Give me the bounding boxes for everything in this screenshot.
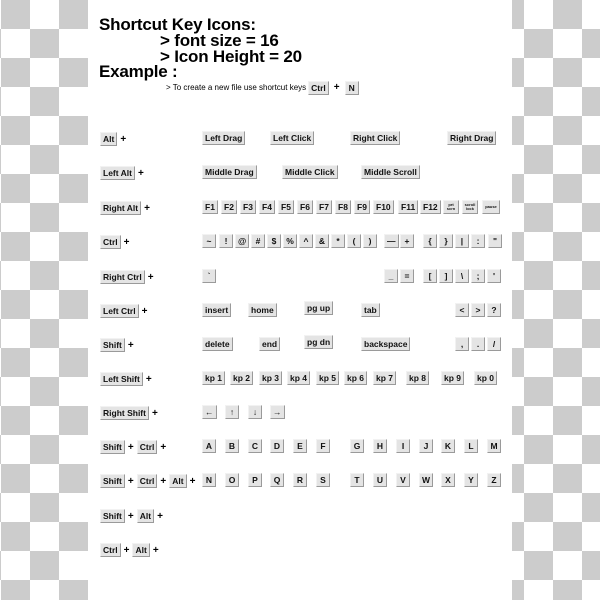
- key-prt-scrn: prt scrn: [443, 200, 459, 214]
- key-f9: F9: [354, 200, 370, 214]
- key-period: .: [471, 337, 485, 351]
- key-ctrl: Ctrl: [137, 440, 158, 454]
- key-shift: Shift: [100, 474, 125, 488]
- key-at: @: [235, 234, 249, 248]
- plus-sign: +: [152, 544, 159, 556]
- key-hash: #: [251, 234, 265, 248]
- key-kp-2: kp 2: [230, 371, 253, 385]
- key-z: Z: [487, 473, 501, 487]
- modifier-group: [100, 405, 161, 421]
- key-f8: F8: [335, 200, 351, 214]
- key-ctrl: Ctrl: [100, 543, 121, 557]
- key-tab: tab: [361, 303, 380, 317]
- key-less-than: <: [455, 303, 469, 317]
- plus-sign: +: [157, 510, 163, 522]
- key-greater-than: >: [471, 303, 485, 317]
- key-s: S: [316, 473, 330, 487]
- spec-font-size: > font size = 16: [160, 31, 279, 50]
- key-shift: Shift: [100, 440, 125, 454]
- key-left-click: Left Click: [270, 131, 314, 145]
- key-f5: F5: [278, 200, 294, 214]
- key-b: B: [225, 439, 239, 453]
- key-question: ?: [487, 303, 501, 317]
- key-left-bracket: [: [423, 269, 437, 283]
- plus-sign: +: [137, 167, 144, 179]
- key-alt: Alt: [169, 474, 186, 488]
- key-right-alt: Right Alt: [100, 201, 141, 215]
- key-right-brace: }: [439, 234, 453, 248]
- key-d: D: [270, 439, 284, 453]
- key-backslash: \: [455, 269, 469, 283]
- key-left-brace: {: [423, 234, 437, 248]
- key-v: V: [396, 473, 410, 487]
- key-f11: F11: [398, 200, 418, 214]
- key-backspace: backspace: [361, 337, 410, 351]
- shortcut-row-right-shift: [0, 405, 600, 425]
- plus-sign: +: [151, 407, 158, 419]
- modifier-group: [100, 473, 198, 489]
- key-delete: delete: [202, 337, 233, 351]
- modifier-group: [100, 542, 162, 558]
- shortcut-row-ctrl-alt: [0, 542, 600, 562]
- plus-sign: +: [127, 475, 134, 487]
- modifier-group: [100, 234, 132, 250]
- key-r: R: [293, 473, 307, 487]
- key-pg-up: pg up: [304, 301, 333, 315]
- key-middle-click: Middle Click: [282, 165, 338, 179]
- key-kp-3: kp 3: [259, 371, 282, 385]
- arrow-down-icon: ↓: [248, 405, 262, 419]
- key-w: W: [419, 473, 433, 487]
- shortcut-row-shift-ctrl: [0, 439, 600, 459]
- shortcut-row-shift-alt: [0, 508, 600, 528]
- shortcut-row-left-alt: [0, 165, 600, 185]
- key-n: N: [345, 81, 359, 95]
- modifier-group: [100, 303, 150, 319]
- plus-sign: +: [141, 305, 148, 317]
- key-alt: Alt: [100, 132, 117, 146]
- key-e: E: [293, 439, 307, 453]
- arrow-up-icon: ↑: [225, 405, 239, 419]
- key-f12: F12: [420, 200, 441, 214]
- key-ctrl: Ctrl: [137, 474, 158, 488]
- modifier-group: [100, 200, 153, 216]
- example-text: > To create a new file use shortcut keys: [166, 83, 307, 92]
- key-middle-scroll: Middle Scroll: [361, 165, 420, 179]
- plus-sign: +: [123, 236, 130, 248]
- key-n: N: [202, 473, 216, 487]
- plus-sign: +: [189, 475, 196, 487]
- key-right-shift: Right Shift: [100, 406, 149, 420]
- key-kp-4: kp 4: [287, 371, 310, 385]
- key-middle-drag: Middle Drag: [202, 165, 257, 179]
- key-q: Q: [270, 473, 284, 487]
- key-alt: Alt: [132, 543, 149, 557]
- key-quote: ": [488, 234, 502, 248]
- key-f1: F1: [202, 200, 218, 214]
- key-pipe: |: [455, 234, 469, 248]
- key-ctrl: Ctrl: [100, 235, 121, 249]
- plus-sign: +: [160, 441, 167, 453]
- key-kp-7: kp 7: [373, 371, 396, 385]
- plus-sign: +: [145, 373, 152, 385]
- modifier-group: [100, 439, 169, 455]
- modifier-group: [100, 337, 137, 353]
- key-left-ctrl: Left Ctrl: [100, 304, 139, 318]
- key-left-shift: Left Shift: [100, 372, 143, 386]
- plus-sign: +: [147, 271, 154, 283]
- plus-sign: +: [144, 202, 150, 214]
- key-equals: =: [400, 269, 414, 283]
- key-k: K: [441, 439, 455, 453]
- key-plus: +: [400, 234, 414, 248]
- key-percent: %: [283, 234, 297, 248]
- key-exclamation: !: [219, 234, 233, 248]
- key-c: C: [248, 439, 262, 453]
- key-kp-5: kp 5: [316, 371, 339, 385]
- key-comma: ,: [455, 337, 469, 351]
- key-f10: F10: [373, 200, 394, 214]
- key-apostrophe: ': [487, 269, 501, 283]
- key-f6: F6: [297, 200, 313, 214]
- shortcut-row-alt: [0, 131, 600, 151]
- key-t: T: [350, 473, 364, 487]
- key-right-paren: ): [363, 234, 377, 248]
- shortcut-row-left-ctrl: [0, 303, 600, 323]
- key-underscore: _: [384, 269, 398, 283]
- plus-sign: +: [127, 510, 134, 522]
- key-home: home: [248, 303, 277, 317]
- key-shift: Shift: [100, 509, 125, 523]
- key-l: L: [464, 439, 478, 453]
- key-dash: —: [384, 234, 399, 248]
- page-title: Shortcut Key Icons:: [99, 15, 256, 34]
- modifier-group: [100, 165, 147, 181]
- spec-icon-height: > Icon Height = 20: [160, 47, 302, 66]
- key-f: F: [316, 439, 330, 453]
- key-tilde: ~: [202, 234, 216, 248]
- key-left-drag: Left Drag: [202, 131, 245, 145]
- key-pause: pause: [482, 200, 500, 214]
- example-label: Example :: [99, 62, 178, 81]
- key-h: H: [373, 439, 387, 453]
- key-g: G: [350, 439, 364, 453]
- key-x: X: [441, 473, 455, 487]
- shortcut-row-ctrl: [0, 234, 600, 254]
- key-pg-dn: pg dn: [304, 335, 333, 349]
- shortcut-row-shift: [0, 337, 600, 357]
- key-end: end: [259, 337, 280, 351]
- key-f2: F2: [221, 200, 237, 214]
- key-right-ctrl: Right Ctrl: [100, 270, 145, 284]
- key-right-click: Right Click: [350, 131, 400, 145]
- key-caret: ^: [299, 234, 313, 248]
- key-insert: insert: [202, 303, 231, 317]
- key-shift: Shift: [100, 338, 125, 352]
- key-left-paren: (: [347, 234, 361, 248]
- plus-sign: +: [160, 475, 167, 487]
- key-j: J: [419, 439, 433, 453]
- shortcut-row-shift-ctrl-alt: [0, 473, 600, 493]
- shortcut-row-right-ctrl: [0, 269, 600, 289]
- shortcut-row-left-shift: [0, 371, 600, 391]
- key-right-drag: Right Drag: [447, 131, 496, 145]
- key-i: I: [396, 439, 410, 453]
- key-ampersand: &: [315, 234, 329, 248]
- key-colon: :: [471, 234, 485, 248]
- modifier-group: [100, 269, 157, 285]
- plus-sign: +: [127, 441, 134, 453]
- key-alt: Alt: [137, 509, 154, 523]
- plus-sign: +: [127, 339, 134, 351]
- shortcut-row-right-alt: [0, 200, 600, 220]
- key-kp-8: kp 8: [406, 371, 429, 385]
- modifier-group: [100, 508, 166, 524]
- key-kp-6: kp 6: [344, 371, 367, 385]
- arrow-right-icon: →: [270, 405, 285, 419]
- key-u: U: [373, 473, 387, 487]
- key-f4: F4: [259, 200, 275, 214]
- modifier-group: [100, 371, 155, 387]
- plus-sign: +: [123, 544, 130, 556]
- key-backtick: `: [202, 269, 216, 283]
- key-right-bracket: ]: [439, 269, 453, 283]
- key-scroll-lock: scroll lock: [462, 200, 478, 214]
- key-dollar: $: [267, 234, 281, 248]
- arrow-left-icon: ←: [202, 405, 217, 419]
- key-a: A: [202, 439, 216, 453]
- key-y: Y: [464, 473, 478, 487]
- key-semicolon: ;: [471, 269, 485, 283]
- plus-sign: +: [120, 133, 127, 145]
- key-asterisk: *: [331, 234, 345, 248]
- key-ctrl: Ctrl: [308, 81, 329, 95]
- key-f7: F7: [316, 200, 332, 214]
- key-kp-9: kp 9: [441, 371, 464, 385]
- example-note: [166, 81, 359, 95]
- key-left-alt: Left Alt: [100, 166, 135, 180]
- key-m: M: [487, 439, 501, 453]
- plus-sign: +: [333, 82, 340, 93]
- modifier-group: [100, 131, 129, 147]
- key-o: O: [225, 473, 239, 487]
- key-kp-1: kp 1: [202, 371, 225, 385]
- key-p: P: [248, 473, 262, 487]
- key-f3: F3: [240, 200, 256, 214]
- key-slash: /: [487, 337, 501, 351]
- key-kp-0: kp 0: [474, 371, 497, 385]
